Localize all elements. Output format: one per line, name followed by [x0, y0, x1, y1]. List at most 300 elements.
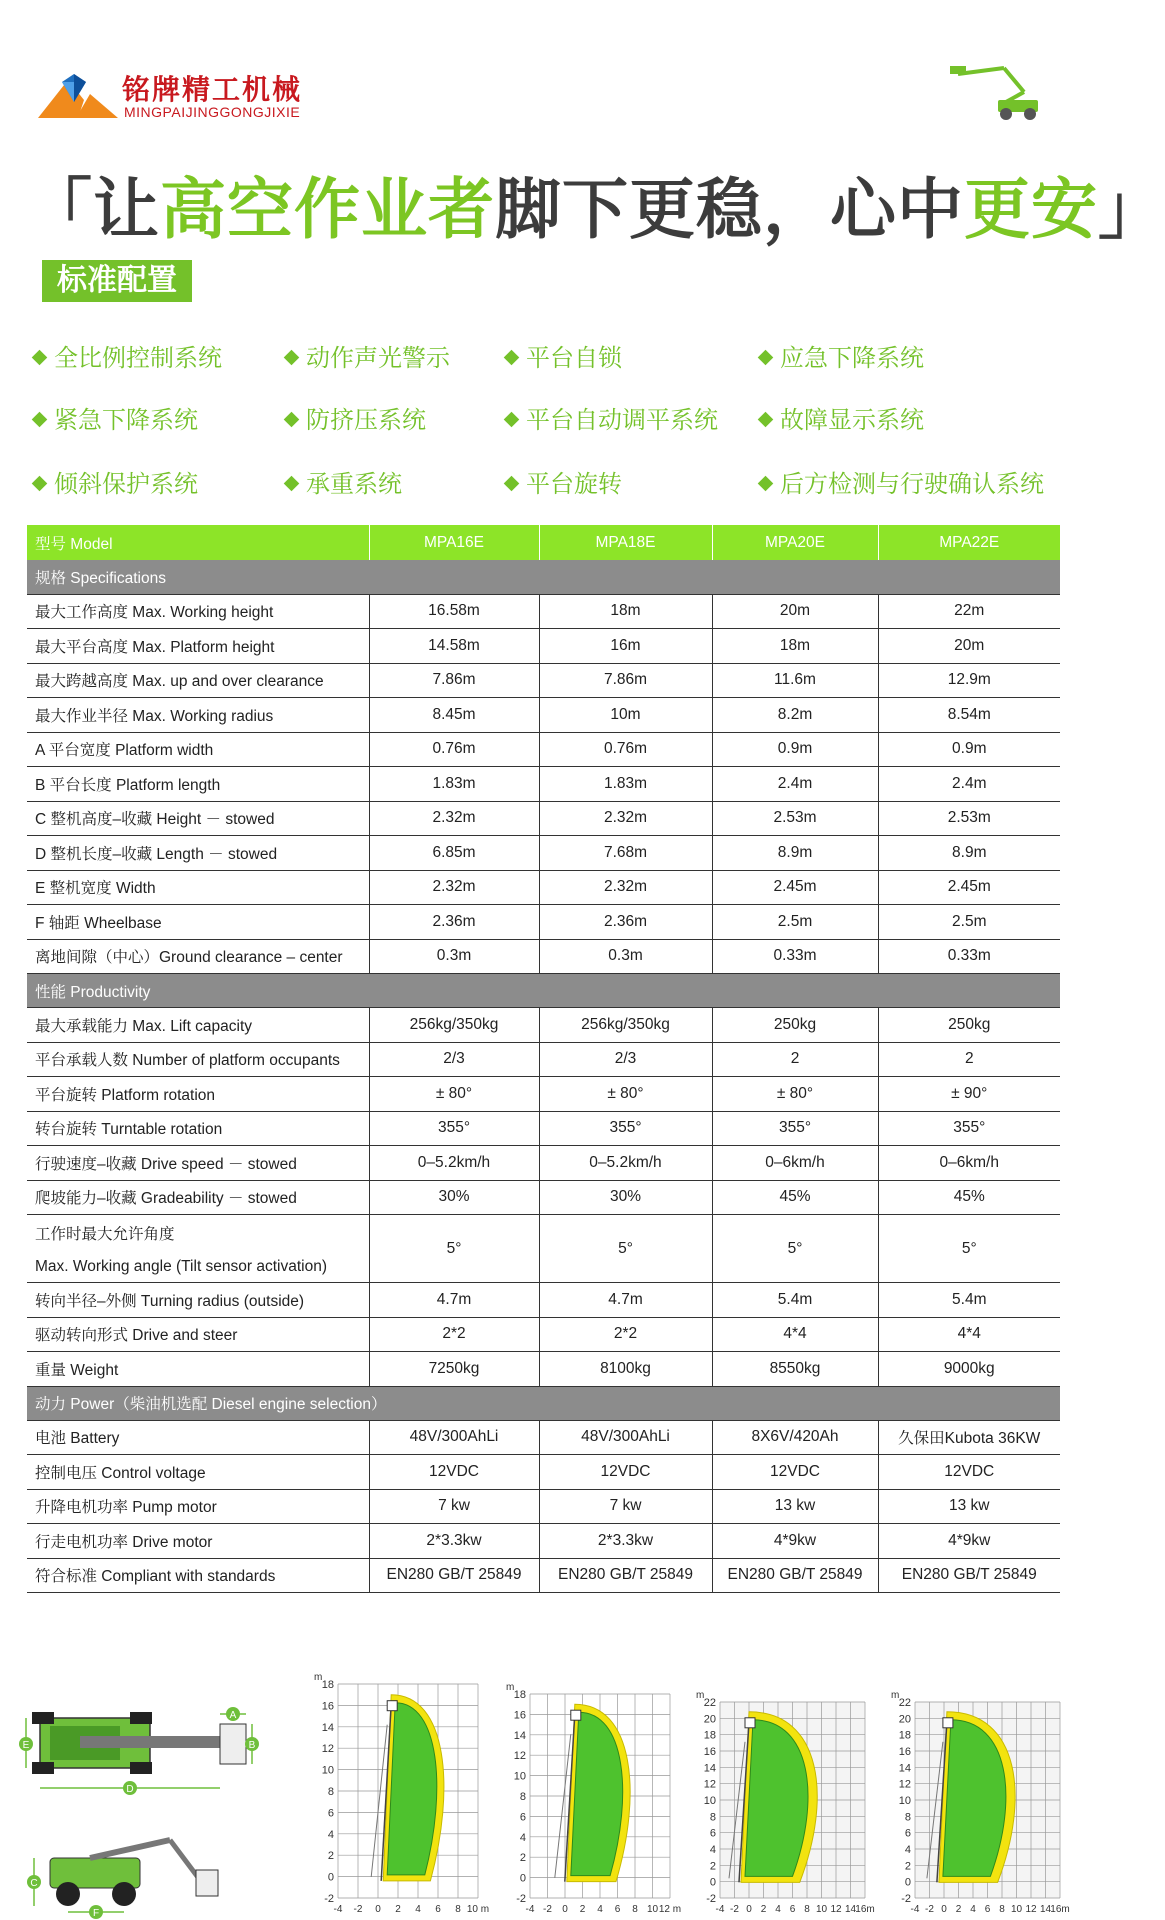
brand-name-cn: 铭牌精工机械	[122, 73, 303, 106]
table-row	[27, 939, 1060, 974]
table-header-cell: MPA20E	[712, 525, 878, 560]
x-tick-label: -4	[525, 1904, 535, 1915]
x-tick-label: 4	[597, 1904, 603, 1915]
spec-value: 355°	[712, 1111, 878, 1146]
y-tick-label: 18	[321, 1679, 334, 1691]
spec-value: 2.5m	[878, 905, 1060, 940]
spec-value: 4*9kw	[878, 1524, 1060, 1559]
spec-value: 0.33m	[712, 939, 878, 974]
x-tick-label: 2	[579, 1904, 586, 1915]
table-row	[27, 1077, 1060, 1112]
spec-value: 2.53m	[712, 801, 878, 836]
spec-value: 2.36m	[539, 905, 712, 940]
brand-name-en: MINGPAIJINGGONGJIXIE	[124, 104, 301, 120]
y-tick-label: 12	[898, 1778, 911, 1791]
diamond-bullet-icon	[32, 412, 48, 428]
y-tick-label: 14	[513, 1729, 526, 1742]
spec-value: 2.4m	[878, 767, 1060, 802]
spec-label: E 整机宽度 Width	[27, 870, 369, 905]
spec-label: 转向半径–外侧 Turning radius (outside)	[27, 1283, 369, 1318]
spec-label	[27, 1215, 369, 1283]
slogan	[26, 156, 1165, 251]
spec-value: 1.83m	[539, 767, 712, 802]
spec-value: 0–6km/h	[878, 1146, 1060, 1181]
working-range-chart-1	[308, 1670, 488, 1920]
spec-value: 30%	[369, 1180, 539, 1215]
table-header-cell: MPA16E	[369, 525, 539, 560]
y-tick-label: 16	[513, 1709, 526, 1722]
spec-value: 9000kg	[878, 1352, 1060, 1387]
spec-value: 12.9m	[878, 663, 1060, 698]
y-tick-label: 0	[327, 1871, 334, 1884]
x-tick-label: 10 m	[466, 1904, 490, 1915]
spec-label: 升降电机功率 Pump motor	[27, 1489, 369, 1524]
table-header-row	[27, 525, 1060, 560]
spec-label: 平台承载人数 Number of platform occupants	[27, 1042, 369, 1077]
y-tick-label: 6	[327, 1807, 334, 1820]
spec-value: 16m	[539, 629, 712, 664]
feature-item: 应急下降系统	[760, 338, 924, 373]
y-tick-label: 10	[703, 1795, 716, 1807]
spec-value: ± 90°	[878, 1077, 1060, 1112]
spec-table	[27, 525, 1060, 1593]
spec-label: 符合标准 Compliant with standards	[27, 1558, 369, 1593]
section-title: 规格 Specifications	[27, 560, 1060, 594]
table-row	[27, 870, 1060, 905]
y-tick-label: 22	[898, 1697, 911, 1709]
spec-value: 355°	[539, 1111, 712, 1146]
spec-value: 11.6m	[712, 663, 878, 698]
spec-value: 30%	[539, 1180, 712, 1215]
table-row	[27, 1317, 1060, 1352]
y-tick-label: 14	[703, 1762, 716, 1775]
working-range-chart-4	[885, 1688, 1070, 1920]
y-tick-label: 6	[519, 1811, 526, 1824]
table-row	[27, 698, 1060, 733]
spec-label: 电池 Battery	[27, 1420, 369, 1455]
x-tick-label: 6	[789, 1904, 796, 1915]
spec-value: 0.76m	[369, 732, 539, 767]
y-tick-label: 20	[703, 1713, 716, 1726]
spec-value: 20m	[878, 629, 1060, 664]
feature-item: 防挤压系统	[286, 400, 426, 435]
spec-label: 最大作业半径 Max. Working radius	[27, 698, 369, 733]
working-range-chart-3	[690, 1688, 875, 1920]
spec-value: 8.9m	[712, 836, 878, 871]
x-tick-label: 8	[455, 1904, 461, 1915]
brand-logo	[38, 64, 338, 124]
y-tick-label: 22	[703, 1697, 716, 1709]
spec-value: 8.54m	[878, 698, 1060, 733]
diamond-bullet-icon	[504, 476, 520, 492]
x-tick-label: -2	[543, 1904, 552, 1915]
x-tick-label: 8	[804, 1904, 810, 1915]
spec-value: 7250kg	[369, 1352, 539, 1387]
spec-value: 0.33m	[878, 939, 1060, 974]
table-row	[27, 1283, 1060, 1318]
spec-value: 12VDC	[369, 1455, 539, 1490]
table-header-cell: 型号 Model	[27, 525, 369, 560]
x-tick-label: 4	[415, 1904, 421, 1915]
x-tick-label: 0	[562, 1904, 568, 1915]
table-row	[27, 905, 1060, 940]
y-tick-label: 0	[709, 1876, 716, 1889]
spec-value: 13 kw	[878, 1489, 1060, 1524]
spec-value: 2	[878, 1042, 1060, 1077]
section-title: 性能 Productivity	[27, 974, 1060, 1008]
y-tick-label: 16	[703, 1746, 716, 1758]
y-tick-label: 16	[321, 1700, 334, 1713]
unit-label: m	[891, 1690, 900, 1701]
spec-label: 平台旋转 Platform rotation	[27, 1077, 369, 1112]
spec-table-body	[27, 525, 1060, 1593]
y-tick-label: 0	[519, 1872, 526, 1885]
x-tick-label: 10	[646, 1904, 659, 1915]
spec-value: 1.83m	[369, 767, 539, 802]
spec-label: C 整机高度–收藏 Height － stowed	[27, 801, 369, 836]
diamond-bullet-icon	[504, 412, 520, 428]
dim-label: E	[22, 1740, 30, 1751]
spec-value: 20m	[712, 594, 878, 629]
y-tick-label: 10	[898, 1795, 911, 1807]
feature-item: 后方检测与行驶确认系统	[760, 464, 1044, 499]
table-row	[27, 594, 1060, 629]
y-tick-label: 4	[519, 1831, 526, 1844]
spec-value: ± 80°	[539, 1077, 712, 1112]
table-row	[27, 1146, 1060, 1181]
feature-item: 平台自锁	[506, 338, 622, 373]
diagram-strip	[0, 1660, 1080, 1920]
y-tick-label: 18	[513, 1689, 526, 1701]
y-tick-label: 2	[709, 1860, 716, 1873]
spec-label: 最大工作高度 Max. Working height	[27, 594, 369, 629]
unit-label: m	[696, 1690, 705, 1701]
x-tick-label: 2	[395, 1904, 401, 1915]
spec-label-line: 工作时最大允许角度	[35, 1225, 175, 1243]
spec-label: 离地间隙（中心）Ground clearance – center	[27, 939, 369, 974]
y-tick-label: 8	[709, 1811, 716, 1824]
y-tick-label: 12	[321, 1743, 334, 1756]
y-tick-label: 10	[513, 1770, 526, 1783]
spec-value: 2	[712, 1042, 878, 1077]
x-tick-label: 6	[435, 1904, 441, 1915]
x-tick-label: -4	[715, 1904, 725, 1915]
spec-value: 0.3m	[369, 939, 539, 974]
x-tick-label: 0	[375, 1904, 381, 1915]
feature-item: 故障显示系统	[760, 400, 924, 435]
spec-value: EN280 GB/T 25849	[369, 1558, 539, 1593]
spec-value: 14.58m	[369, 629, 539, 664]
feature-item: 承重系统	[286, 464, 402, 499]
y-tick-label: 12	[703, 1778, 716, 1791]
spec-value: 2.4m	[712, 767, 878, 802]
spec-value: EN280 GB/T 25849	[712, 1558, 878, 1593]
spec-value: 0.9m	[712, 732, 878, 767]
y-tick-label: 20	[898, 1713, 911, 1726]
spec-value: 48V/300AhLi	[539, 1420, 712, 1455]
x-tick-label: 10	[1010, 1904, 1023, 1915]
spec-value: 250kg	[712, 1008, 878, 1043]
spec-value: 2.32m	[539, 801, 712, 836]
feature-item: 平台自动调平系统	[506, 400, 718, 435]
y-tick-label: 2	[519, 1852, 526, 1865]
x-tick-label: -4	[333, 1904, 343, 1915]
x-tick-label: 14	[1039, 1904, 1052, 1915]
spec-value: 2*2	[369, 1317, 539, 1352]
y-tick-label: 16	[898, 1746, 911, 1758]
spec-label: 控制电压 Control voltage	[27, 1455, 369, 1490]
y-tick-label: 14	[898, 1762, 911, 1775]
x-tick-label: 4	[775, 1904, 781, 1915]
slogan-part: 」	[1098, 171, 1165, 248]
table-row	[27, 1489, 1060, 1524]
table-row	[27, 1215, 1060, 1283]
table-header-cell: MPA18E	[539, 525, 712, 560]
spec-value: 2.32m	[539, 870, 712, 905]
spec-value: 2*2	[539, 1317, 712, 1352]
y-tick-label: 4	[904, 1844, 911, 1856]
feature-item: 倾斜保护系统	[34, 464, 198, 499]
spec-value: 4*4	[712, 1317, 878, 1352]
spec-value: 48V/300AhLi	[369, 1420, 539, 1455]
spec-value: 8X6V/420Ah	[712, 1420, 878, 1455]
spec-value: 4*4	[878, 1317, 1060, 1352]
x-tick-label: -4	[910, 1904, 920, 1915]
y-tick-label: 12	[513, 1750, 526, 1763]
spec-value: 5°	[712, 1215, 878, 1283]
y-tick-label: 4	[709, 1844, 716, 1856]
slogan-part: 「让	[26, 171, 160, 248]
y-tick-label: 6	[904, 1827, 911, 1840]
spec-value: 5.4m	[712, 1283, 878, 1318]
unit-label: m	[506, 1682, 515, 1693]
table-row	[27, 663, 1060, 698]
spec-label: A 平台宽度 Platform width	[27, 732, 369, 767]
spec-value: 8550kg	[712, 1352, 878, 1387]
y-tick-label: 0	[904, 1876, 911, 1889]
x-tick-label: 8	[632, 1904, 638, 1915]
slogan-highlight: 高空作业者	[160, 171, 495, 248]
table-row	[27, 1008, 1060, 1043]
dimension-drawing	[20, 1690, 280, 1920]
diamond-bullet-icon	[284, 412, 300, 428]
spec-label: D 整机长度–收藏 Length － stowed	[27, 836, 369, 871]
spec-value: 18m	[539, 594, 712, 629]
spec-value: EN280 GB/T 25849	[539, 1558, 712, 1593]
spec-value: 2*3.3kw	[539, 1524, 712, 1559]
spec-value: 2.53m	[878, 801, 1060, 836]
spec-value: 45%	[712, 1180, 878, 1215]
spec-value: 2.32m	[369, 870, 539, 905]
x-tick-label: 16m	[1050, 1904, 1070, 1915]
spec-label: 爬坡能力–收藏 Gradeability － stowed	[27, 1180, 369, 1215]
spec-label: F 轴距 Wheelbase	[27, 905, 369, 940]
spec-value: 8.9m	[878, 836, 1060, 871]
table-row	[27, 801, 1060, 836]
diamond-bullet-icon	[284, 476, 300, 492]
spec-value: 8100kg	[539, 1352, 712, 1387]
dim-label: F	[92, 1908, 100, 1919]
y-tick-label: -2	[324, 1893, 334, 1905]
spec-value: 2/3	[369, 1042, 539, 1077]
x-tick-label: 0	[746, 1904, 752, 1915]
spec-label: 行驶速度–收藏 Drive speed － stowed	[27, 1146, 369, 1181]
x-tick-label: 12	[1025, 1904, 1037, 1915]
diamond-bullet-icon	[504, 350, 520, 366]
dim-label: D	[126, 1784, 134, 1795]
spec-value: 12VDC	[712, 1455, 878, 1490]
x-tick-label: 8	[999, 1904, 1005, 1915]
slogan-part: 脚下更稳，心中	[495, 171, 964, 248]
spec-label: B 平台长度 Platform length	[27, 767, 369, 802]
spec-value: 12VDC	[539, 1455, 712, 1490]
spec-label: 最大平台高度 Max. Platform height	[27, 629, 369, 664]
spec-value: 4*9kw	[712, 1524, 878, 1559]
table-row	[27, 1180, 1060, 1215]
spec-value: 45%	[878, 1180, 1060, 1215]
boom-lift-icon	[944, 62, 1044, 122]
feature-list	[34, 330, 1074, 500]
y-tick-label: 2	[904, 1860, 911, 1873]
spec-value: 16.58m	[369, 594, 539, 629]
table-section-row	[27, 974, 1060, 1008]
spec-value: 7.86m	[369, 663, 539, 698]
table-row	[27, 1111, 1060, 1146]
spec-value: 18m	[712, 629, 878, 664]
y-tick-label: 4	[327, 1828, 334, 1841]
table-section-row	[27, 1386, 1060, 1420]
spec-value: 2.45m	[878, 870, 1060, 905]
logo-mark-icon	[38, 72, 118, 120]
y-tick-label: 6	[709, 1827, 716, 1840]
x-tick-label: 6	[984, 1904, 991, 1915]
spec-value: 7.68m	[539, 836, 712, 871]
spec-value: 256kg/350kg	[539, 1008, 712, 1043]
spec-value: ± 80°	[369, 1077, 539, 1112]
feature-item: 动作声光警示	[286, 338, 450, 373]
table-row	[27, 767, 1060, 802]
spec-value: 0–5.2km/h	[369, 1146, 539, 1181]
spec-value: 5°	[369, 1215, 539, 1283]
spec-value: 10m	[539, 698, 712, 733]
dim-label: A	[229, 1710, 237, 1721]
x-tick-label: 2	[760, 1904, 767, 1915]
y-tick-label: 8	[904, 1811, 911, 1824]
diamond-bullet-icon	[758, 350, 774, 366]
spec-value: 7 kw	[539, 1489, 712, 1524]
table-header-cell: MPA22E	[878, 525, 1060, 560]
spec-value: 5.4m	[878, 1283, 1060, 1318]
spec-value: 8.45m	[369, 698, 539, 733]
y-tick-label: 8	[327, 1786, 334, 1798]
x-tick-label: 0	[941, 1904, 947, 1915]
y-tick-label: 18	[898, 1729, 911, 1742]
spec-value: 0–5.2km/h	[539, 1146, 712, 1181]
spec-value: ± 80°	[712, 1077, 878, 1112]
spec-label: 最大承载能力 Max. Lift capacity	[27, 1008, 369, 1043]
spec-value: 7 kw	[369, 1489, 539, 1524]
y-tick-label: 14	[321, 1721, 334, 1734]
table-row	[27, 836, 1060, 871]
y-tick-label: -2	[901, 1893, 911, 1905]
table-row	[27, 1420, 1060, 1455]
spec-value: 250kg	[878, 1008, 1060, 1043]
y-tick-label: 10	[321, 1764, 334, 1777]
spec-label: 驱动转向形式 Drive and steer	[27, 1317, 369, 1352]
spec-label: 重量 Weight	[27, 1352, 369, 1387]
spec-value: 2.5m	[712, 905, 878, 940]
x-tick-label: 12	[830, 1904, 842, 1915]
x-tick-label: 6	[614, 1904, 621, 1915]
spec-value: 2.45m	[712, 870, 878, 905]
spec-value: 久保田Kubota 36KW	[878, 1420, 1060, 1455]
standard-config-title: 标准配置	[42, 260, 192, 302]
spec-value: 4.7m	[539, 1283, 712, 1318]
spec-value: 8.2m	[712, 698, 878, 733]
section-title: 动力 Power（柴油机选配 Diesel engine selection）	[27, 1386, 1060, 1420]
x-tick-label: 10	[815, 1904, 828, 1915]
spec-label-line: Max. Working angle (Tilt sensor activation)	[35, 1257, 328, 1275]
spec-value: 355°	[369, 1111, 539, 1146]
spec-value: 2.32m	[369, 801, 539, 836]
x-tick-label: 14	[844, 1904, 857, 1915]
table-row	[27, 1352, 1060, 1387]
y-tick-label: 18	[703, 1729, 716, 1742]
spec-value: 355°	[878, 1111, 1060, 1146]
spec-value: 0.9m	[878, 732, 1060, 767]
feature-item: 紧急下降系统	[34, 400, 198, 435]
working-range-chart-2	[500, 1680, 680, 1920]
diamond-bullet-icon	[758, 412, 774, 428]
y-tick-label: 2	[327, 1850, 334, 1863]
spec-value: 6.85m	[369, 836, 539, 871]
spec-value: 0–6km/h	[712, 1146, 878, 1181]
table-row	[27, 732, 1060, 767]
y-tick-label: -2	[516, 1893, 526, 1905]
table-section-row	[27, 560, 1060, 594]
spec-value: EN280 GB/T 25849	[878, 1558, 1060, 1593]
spec-label: 转台旋转 Turntable rotation	[27, 1111, 369, 1146]
spec-value: 0.3m	[539, 939, 712, 974]
diamond-bullet-icon	[32, 476, 48, 492]
x-tick-label: -2	[925, 1904, 934, 1915]
x-tick-label: 2	[955, 1904, 962, 1915]
diamond-bullet-icon	[758, 476, 774, 492]
y-tick-label: -2	[706, 1893, 716, 1905]
spec-value: 13 kw	[712, 1489, 878, 1524]
spec-label: 行走电机功率 Drive motor	[27, 1524, 369, 1559]
slogan-highlight: 更安	[964, 171, 1098, 248]
spec-value: 256kg/350kg	[369, 1008, 539, 1043]
spec-label: 最大跨越高度 Max. up and over clearance	[27, 663, 369, 698]
unit-label: m	[314, 1672, 323, 1683]
diamond-bullet-icon	[284, 350, 300, 366]
x-tick-label: 12 m	[658, 1904, 682, 1915]
spec-value: 2*3.3kw	[369, 1524, 539, 1559]
spec-value: 7.86m	[539, 663, 712, 698]
table-row	[27, 1558, 1060, 1593]
page-header	[0, 0, 1080, 140]
table-row	[27, 629, 1060, 664]
table-row	[27, 1524, 1060, 1559]
dim-label: C	[30, 1878, 38, 1889]
table-row	[27, 1042, 1060, 1077]
spec-value: 5°	[539, 1215, 712, 1283]
spec-value: 4.7m	[369, 1283, 539, 1318]
spec-value: 5°	[878, 1215, 1060, 1283]
spec-value: 12VDC	[878, 1455, 1060, 1490]
table-row	[27, 1455, 1060, 1490]
